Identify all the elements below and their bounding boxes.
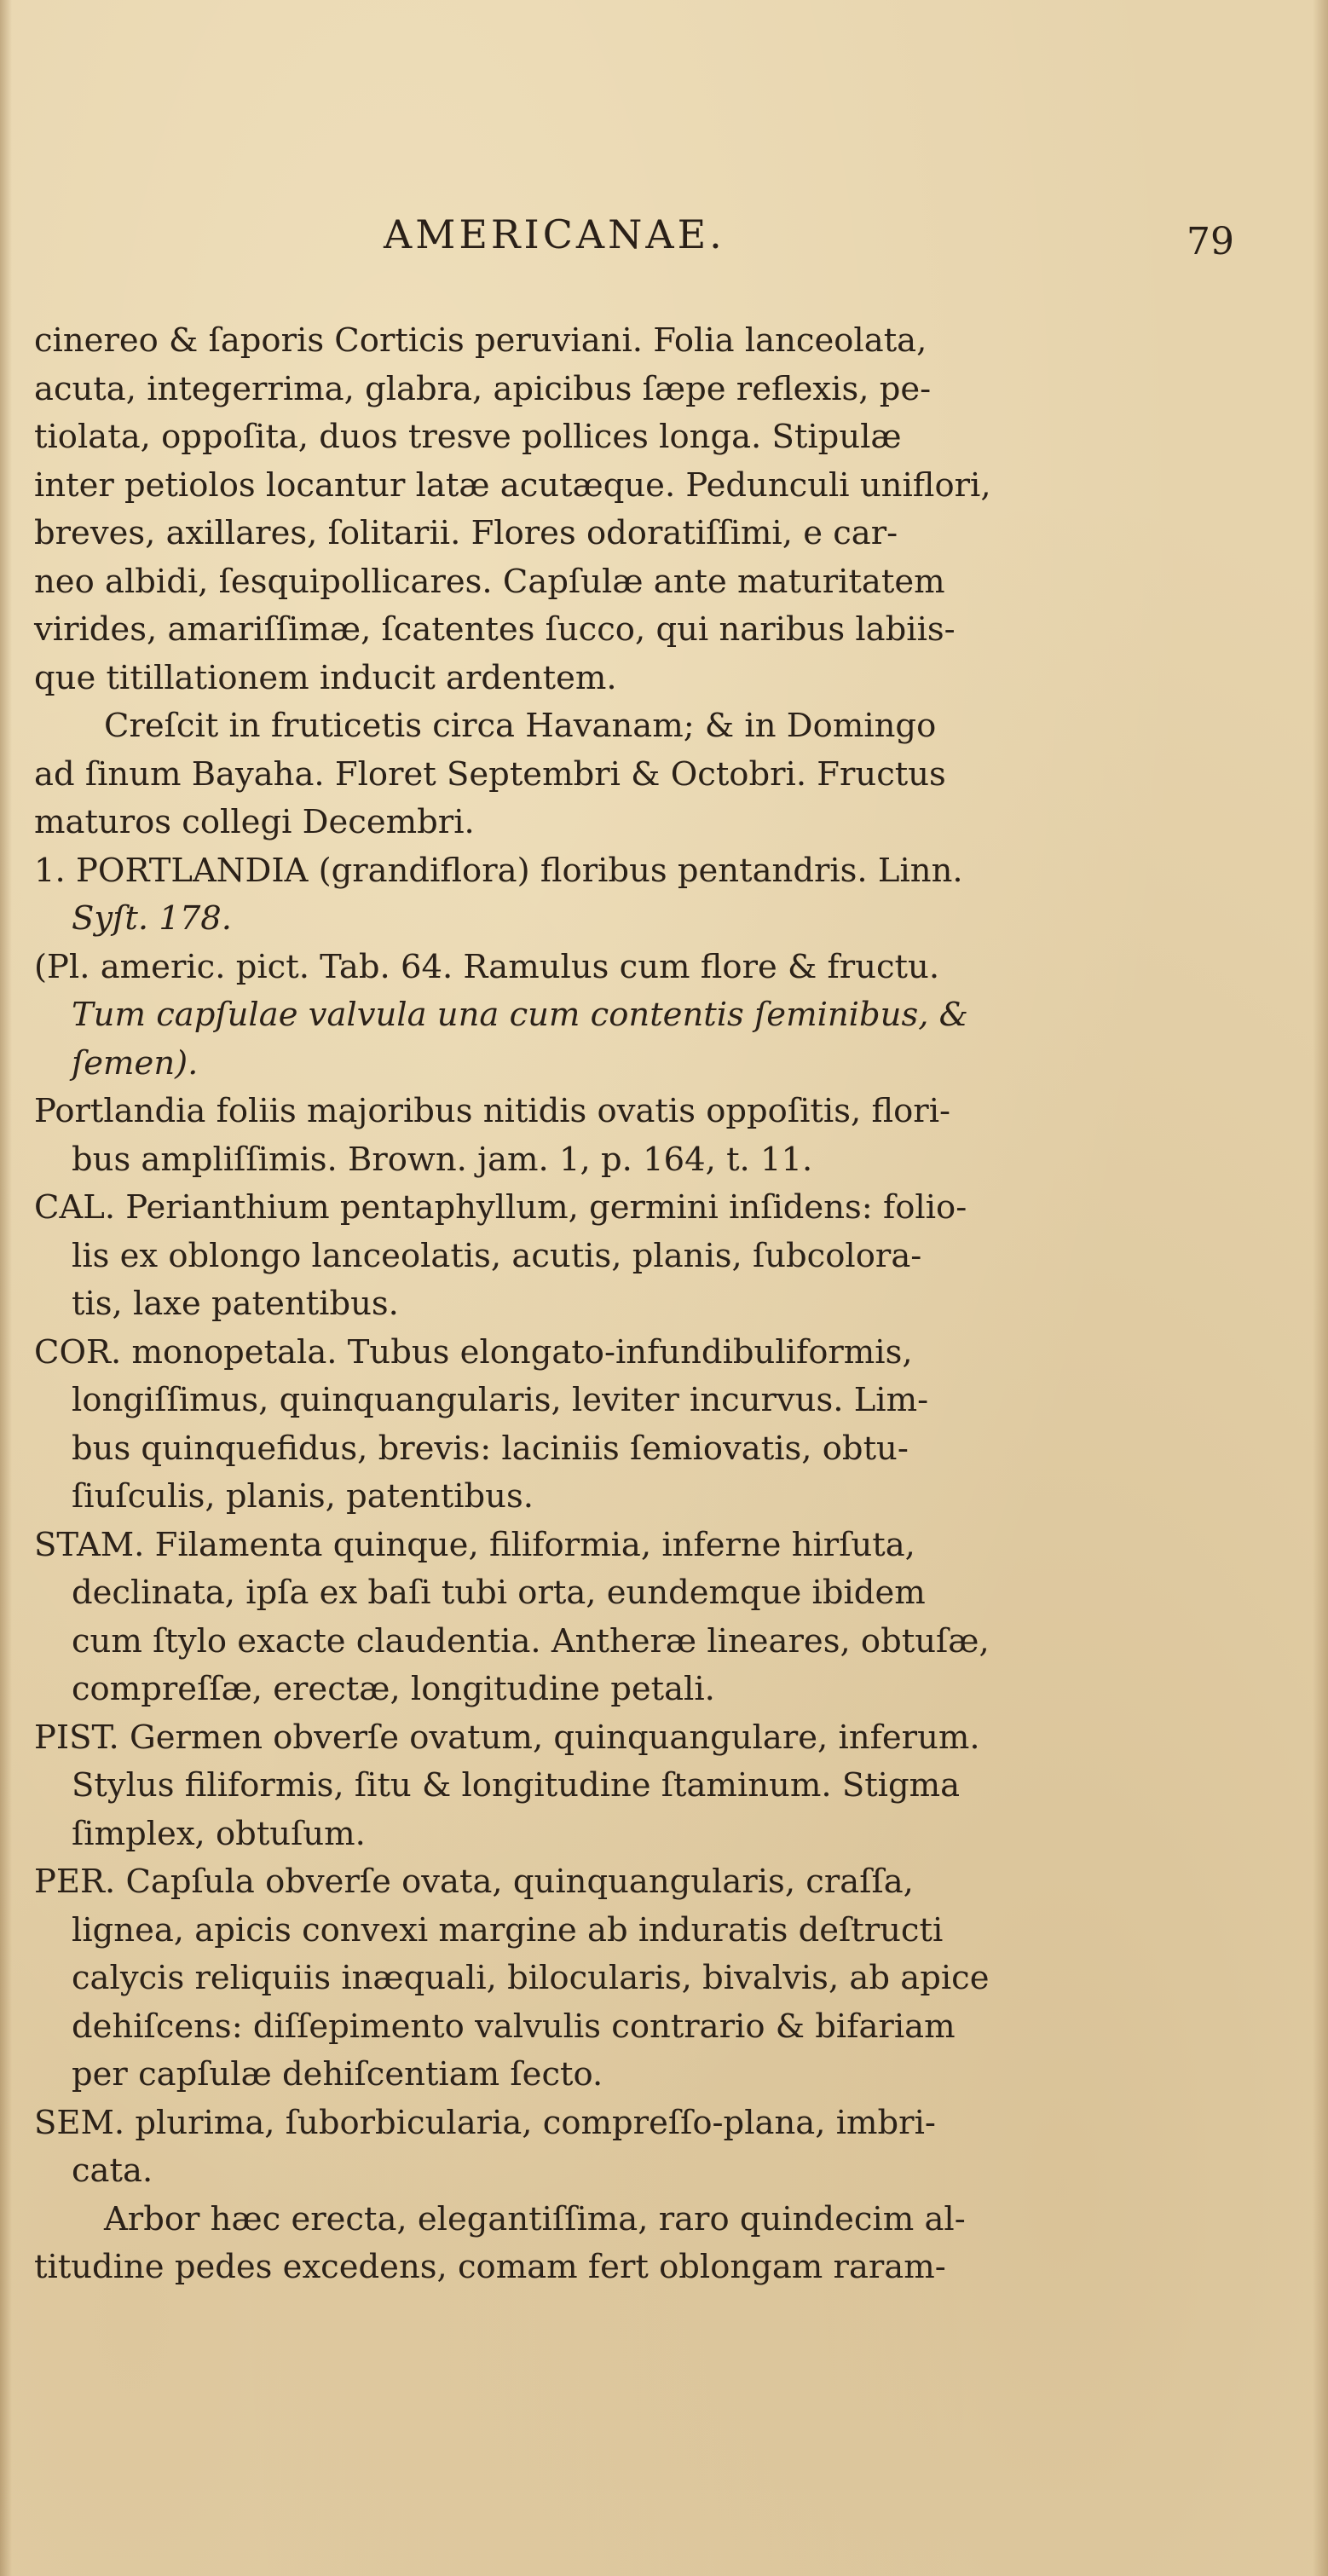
text-line: cinereo & ſaporis Corticis peruviani. Folia lanceolata, (34, 321, 927, 360)
stamen-description: STAM. Filamenta quinque, filiformia, inferne hirſuta, (34, 1525, 915, 1564)
plate-reference: (Pl. americ. pict. Tab. 64. Ramulus cum flore & fructu. (34, 947, 940, 986)
text-line: calycis reliquiis inæquali, bilocularis, bivalvis, ab apice (72, 1959, 990, 1997)
text-line: cata. (72, 2151, 153, 2190)
text-line: ad ſinum Bayaha. Floret Septembri & Octobri. Fructus (34, 754, 946, 794)
text-line: acuta, integerrima, glabra, apicibus ſæpe reflexis, pe- (34, 369, 932, 408)
text-line: Syſt. 178. (72, 899, 233, 938)
paragraph-first-line: Creſcit in fruticetis circa Havanam; & in Domingo (104, 707, 937, 745)
text-line: Stylus filiformis, ſitu & longitudine ſtaminum. Stigma (72, 1766, 961, 1805)
text-line: inter petiolos locantur latæ acutæque. Pedunculi uniflori, (34, 465, 991, 505)
text-line: tis, laxe patentibus. (72, 1285, 399, 1323)
page-number: 79 (1187, 220, 1234, 263)
text-line: neo albidi, ſesquipollicares. Capſulæ ante maturitatem (34, 562, 945, 601)
text-line: maturos collegi Decembri. (34, 803, 475, 841)
text-line: lis ex oblongo lanceolatis, acutis, planis, ſubcolora- (72, 1236, 922, 1275)
text-line: declinata, ipſa ex baſi tubi orta, eundemque ibidem (72, 1574, 926, 1612)
page-edge-shadow-right (1313, 0, 1328, 2576)
text-line: virides, amariſſimæ, ſcatentes ſucco, qui naribus labiis- (34, 610, 956, 649)
pericarp-description: PER. Capſula obverſe ovata, quinquangularis, craſſa, (34, 1863, 914, 1901)
species-heading: 1. PORTLANDIA (grandiflora) floribus pentandris. Linn. (34, 851, 963, 890)
text-line: breves, axillares, ſolitarii. Flores odoratiſſimi, e car- (34, 514, 898, 552)
synonym-line: Portlandia foliis majoribus nitidis ovatis oppoſitis, flori- (34, 1092, 951, 1130)
page-edge-shadow-left (0, 0, 12, 2576)
text-line: per capſulæ dehiſcentiam ſecto. (72, 2055, 603, 2094)
page-header (0, 211, 1328, 271)
seed-description: SEM. plurima, ſuborbicularia, compreſſo-plana, imbri- (34, 2103, 936, 2142)
text-line: ſemen). (72, 1043, 199, 1083)
text-line: longiſſimus, quinquangularis, leviter incurvus. Lim- (72, 1381, 929, 1419)
text-line: bus ampliſſimis. Brown. jam. 1, p. 164, t. 11. (72, 1140, 813, 1179)
calyx-description: CAL. Perianthium pentaphyllum, germini inſidens: folio- (34, 1188, 967, 1227)
text-line: Tum capſulae valvula una cum contentis ſeminibus, & (72, 996, 968, 1034)
text-line: titudine pedes excedens, comam fert oblongam raram- (34, 2248, 946, 2286)
text-line: lignea, apicis convexi margine ab induratis deſtructi (72, 1910, 944, 1949)
text-line: bus quinquefidus, brevis: laciniis ſemiovatis, obtu- (72, 1429, 909, 1468)
text-line: dehiſcens: diſſepimento valvulis contrario & bifariam (72, 2007, 956, 2046)
text-line: compreſſæ, erectæ, longitudine petali. (72, 1670, 715, 1708)
text-line: cum ſtylo exacte claudentia. Antheræ lineares, obtuſæ, (72, 1621, 990, 1661)
text-line: que titillationem inducit ardentem. (34, 658, 617, 697)
text-line: tiolata, oppoſita, duos tresve pollices longa. Stipulæ (34, 418, 902, 456)
body-text (34, 317, 1270, 2292)
text-line: ſimplex, obtuſum. (72, 1814, 366, 1853)
text-line: ſiuſculis, planis, patentibus. (72, 1477, 534, 1516)
running-head: AMERICANAE. (384, 211, 725, 257)
corolla-description: COR. monopetala. Tubus elongato-infundibuliformis, (34, 1332, 913, 1372)
pistil-description: PIST. Germen obverſe ovatum, quinquangulare, inferum. (34, 1718, 980, 1757)
paragraph-first-line: Arbor hæc erecta, elegantiſſima, raro quindecim al- (104, 2199, 966, 2238)
